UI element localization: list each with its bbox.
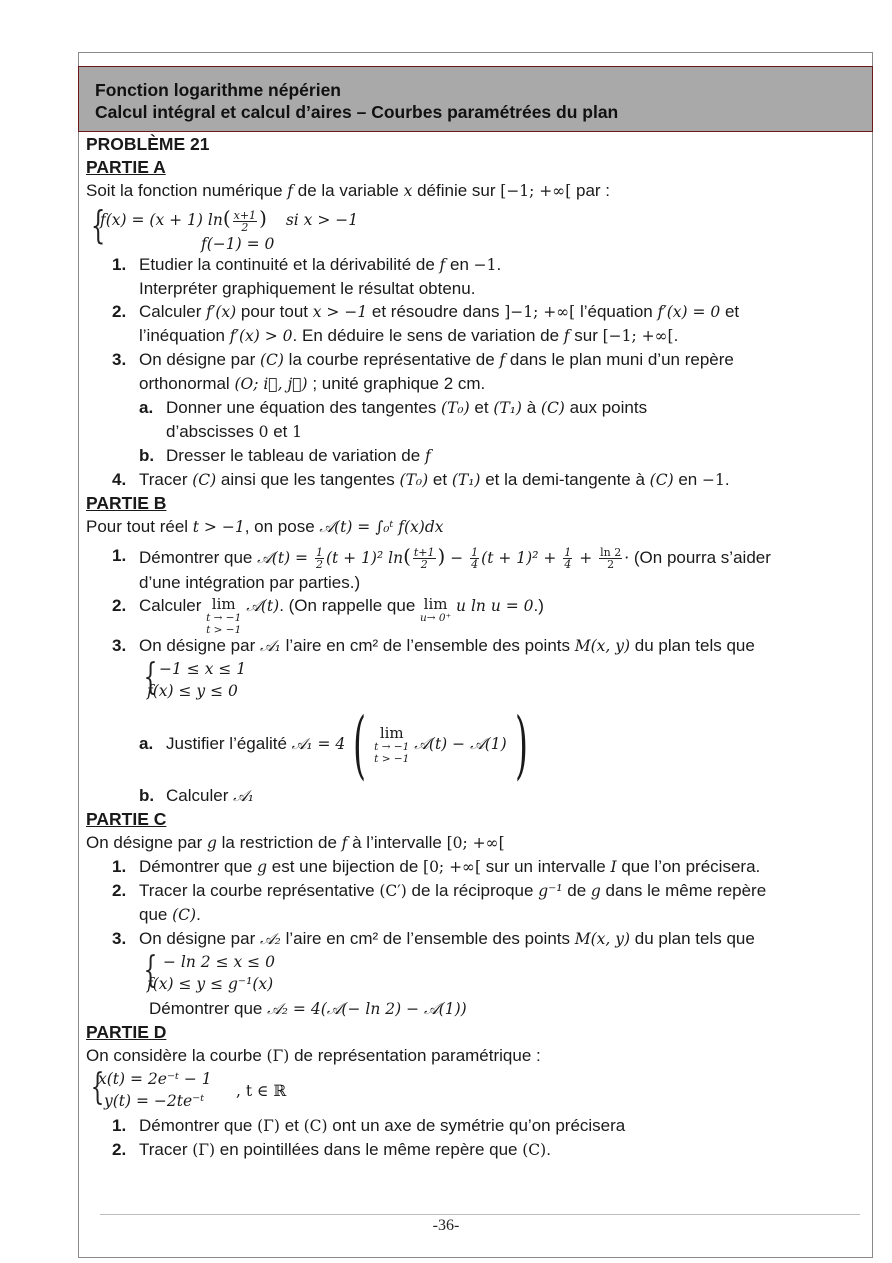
part-b-q3-system: { −1 ≤ x ≤ 1 f(x) ≤ y ≤ 0 [143,657,247,700]
part-a-q1-line2: Interpréter graphiquement le résultat obtenu. [139,279,476,298]
part-a-title: PARTIE A [86,157,166,177]
brace-icon: { [143,950,158,991]
part-d-intro: On considère la courbe (Γ) de représentation paramétrique : [86,1046,541,1065]
part-a-q3a: a. Donner une équation des tangentes (T₀) et (T₁) à (C) aux points [139,398,648,417]
part-b-q3: 3. On désigne par 𝒜₁ l’aire en cm² de l’ensemble des points M(x, y) du plan tels que [112,636,755,655]
part-b-q1-line2: d’une intégration par parties.) [139,573,361,592]
chapter-header [78,66,873,132]
part-d-q1: 1. Démontrer que (Γ) et (C) ont un axe de symétrie qu’on précisera [112,1116,626,1135]
problem-title: PROBLÈME 21 [86,134,210,154]
part-c-q3: 3. On désigne par 𝒜₂ l’aire en cm² de l’ensemble des points M(x, y) du plan tels que [112,929,755,948]
brace-icon: { [90,203,106,247]
part-a-function-system: { f(x) = (x + 1) ln( $\frac{x+1}{2}$ ) si x > −1 f(−1) = 0 [90,203,359,253]
chapter-title: Fonction logarithme népérien [95,80,341,100]
brace-icon: { [90,1067,105,1108]
part-b-intro: Pour tout réel t > −1, on pose 𝒜(t) = ∫₀ᵗ f(x)dx [86,517,444,536]
part-b-title: PARTIE B [86,493,167,513]
part-b-q3a: a. Justifier l’égalité 𝒜₁ = 4 ( lim t → −1 t > −1 𝒜(t) − 𝒜(1) ) [139,701,528,788]
footer-divider [100,1214,860,1215]
part-a-q3b: b. Dresser le tableau de variation de f [139,446,431,465]
part-a-q2-line2: l’inéquation f′(x) > 0. En déduire le sens de variation de f sur [−1; +∞[. [139,326,679,345]
part-c-intro: On désigne par g la restriction de f à l’intervalle [0; +∞[ [86,833,505,852]
part-c-q3-system: { − ln 2 ≤ x ≤ 0 f(x) ≤ y ≤ g⁻¹(x) [143,950,275,993]
chapter-subtitle: Calcul intégral et calcul d’aires – Courbes paramétrées du plan [95,102,619,122]
part-a-q4: 4. Tracer (C) ainsi que les tangentes (T₀) et (T₁) et la demi-tangente à (C) en −1. [112,470,730,489]
brace-icon: { [143,657,158,698]
page-number: -36- [432,1217,460,1234]
part-b-q3b: b. Calculer 𝒜₁ [139,786,254,805]
part-d-parametric-system: { x(t) = 2e⁻ᵗ − 1 y(t) = −2te⁻ᵗ , t ∈ ℝ [90,1067,287,1110]
part-c-q2-line2: que (C). [139,905,201,924]
part-a-q3-line2: orthonormal (O; i⃗, j⃗) ; unité graphique 2 cm. [139,374,486,393]
part-d-q2: 2. Tracer (Γ) en pointillées dans le même repère que (C). [112,1140,551,1159]
part-a-q3: 3. On désigne par (C) la courbe représentative de f dans le plan muni d’un repère [112,350,734,369]
part-a-q1: 1. Etudier la continuité et la dérivabilité de f en −1. [112,255,502,274]
part-d-title: PARTIE D [86,1022,167,1042]
part-c-q2: 2. Tracer la courbe représentative (C′) de la réciproque g⁻¹ de g dans le même repère [112,881,767,900]
part-b-q1: 1. Démontrer que 𝒜(t) = $\frac{1}{2}$ (t + 1)² ln( $\frac{t+1}{2}$ ) − $\frac{1}{4}$ (t + 1)² + $\frac{1}{4}$ + $\frac{\ln 2}{2}$ · (On pourra s’aider [112,544,771,572]
part-b-q2: 2. Calculer lim t → −1 t > −1 𝒜(t). (On rappelle que lim u→ 0⁺ u ln u = 0.) [112,595,544,636]
part-a-q2: 2. Calculer f′(x) pour tout x > −1 et résoudre dans ]−1; +∞[ l’équation f′(x) = 0 et [112,302,740,321]
part-c-title: PARTIE C [86,809,167,829]
part-a-intro: Soit la fonction numérique f de la variable x définie sur [−1; +∞[ par : [86,181,611,200]
part-c-q3-demonstrate: Démontrer que 𝒜₂ = 4(𝒜(− ln 2) − 𝒜(1)) [149,999,467,1018]
problem-content [86,133,872,1162]
part-c-q1: 1. Démontrer que g est une bijection de [0; +∞[ sur un intervalle I que l’on précisera. [112,857,761,876]
part-a-q3a-line2: d’abscisses 0 et 1 [166,422,302,441]
